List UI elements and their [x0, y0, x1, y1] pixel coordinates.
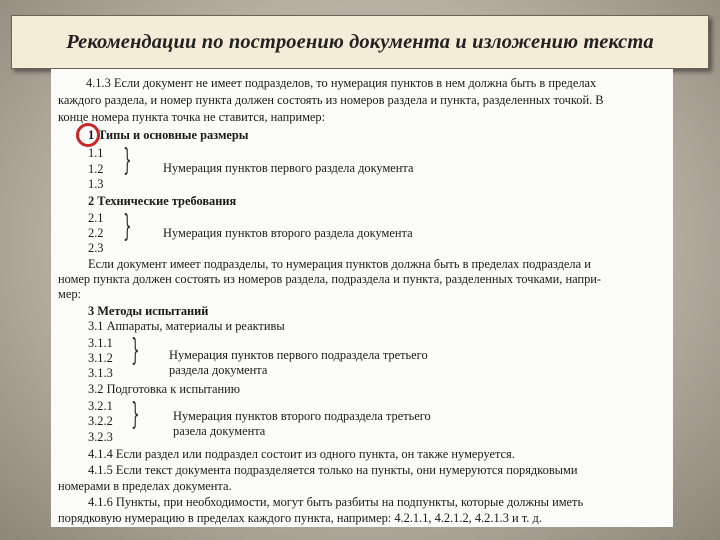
paragraph-sub-line-2: номер пункта должен состоять из номеров раздела, подраздела и пункта, разделенных точками, напри- — [58, 272, 602, 286]
example-heading-1-number: 1 — [88, 128, 95, 142]
item-2-1: 2.1 — [88, 211, 104, 225]
item-1-3: 1.3 — [88, 177, 104, 191]
note-section-1: Нумерация пунктов первого раздела документа — [163, 161, 414, 175]
paragraph-413-line-1: 4.1.3 Если документ не имеет подразделов, то нумерация пунктов в нем должна быть в пределах — [86, 76, 597, 90]
paragraph-414: 4.1.4 Если раздел или подраздел состоит из одного пункта, он также нумеруется. — [88, 447, 515, 461]
paragraph-413-line-3: конце номера пункта точка не ставится, например: — [58, 110, 326, 124]
paragraph-416-line-1: 4.1.6 Пункты, при необходимости, могут быть разбиты на подпункты, которые должны иметь — [88, 495, 584, 509]
slide-title-box — [11, 15, 709, 69]
note-subsection-2-line-2: разела документа — [173, 424, 266, 438]
slide-title: Рекомендации по построению документа и изложению текста — [66, 30, 654, 53]
document-scan — [51, 69, 673, 527]
example-heading-2: 2 Технические требования — [88, 194, 237, 208]
subsection-3-2: 3.2 Подготовка к испытанию — [88, 382, 240, 396]
brace-icon: } — [131, 333, 140, 368]
item-3-2-1: 3.2.1 — [88, 399, 113, 413]
highlight-circle — [76, 123, 100, 147]
item-2-3: 2.3 — [88, 241, 104, 255]
item-1-2: 1.2 — [88, 162, 104, 176]
note-subsection-1-line-2: раздела документа — [169, 363, 268, 377]
note-subsection-1-line-1: Нумерация пунктов первого подраздела третьего — [169, 348, 428, 362]
brace-icon: } — [123, 209, 132, 244]
paragraph-415-line-2: номерами в пределах документа. — [58, 479, 232, 493]
item-2-2: 2.2 — [88, 226, 104, 240]
item-3-2-2: 3.2.2 — [88, 414, 113, 428]
example-heading-3: 3 Методы испытаний — [88, 304, 209, 318]
brace-icon: } — [123, 143, 132, 178]
paragraph-413-line-2: каждого раздела, и номер пункта должен состоять из номеров раздела и пункта, разделенных точкой. В — [58, 93, 604, 107]
brace-icon: } — [131, 397, 140, 432]
item-3-1-1: 3.1.1 — [88, 336, 113, 350]
item-1-1: 1.1 — [88, 146, 104, 160]
item-3-1-3: 3.1.3 — [88, 366, 113, 380]
paragraph-sub-line-3: мер: — [58, 287, 81, 301]
note-section-2: Нумерация пунктов второго раздела документа — [163, 226, 413, 240]
subsection-3-1: 3.1 Аппараты, материалы и реактивы — [88, 319, 285, 333]
paragraph-415-line-1: 4.1.5 Если текст документа подразделяется только на пункты, они нумеруются порядковыми — [88, 463, 578, 477]
item-3-2-3: 3.2.3 — [88, 430, 113, 444]
paragraph-416-line-2: порядковую нумерацию в пределах каждого пункта, например: 4.2.1.1, 4.2.1.2, 4.2.1.3 и т. д. — [58, 511, 542, 525]
paragraph-sub-line-1: Если документ имеет подразделы, то нумерация пунктов должна быть в пределах подраздела и — [88, 257, 591, 271]
item-3-1-2: 3.1.2 — [88, 351, 113, 365]
note-subsection-2-line-1: Нумерация пунктов второго подраздела третьего — [173, 409, 431, 423]
example-heading-1: Типы и основные размеры — [98, 128, 249, 142]
